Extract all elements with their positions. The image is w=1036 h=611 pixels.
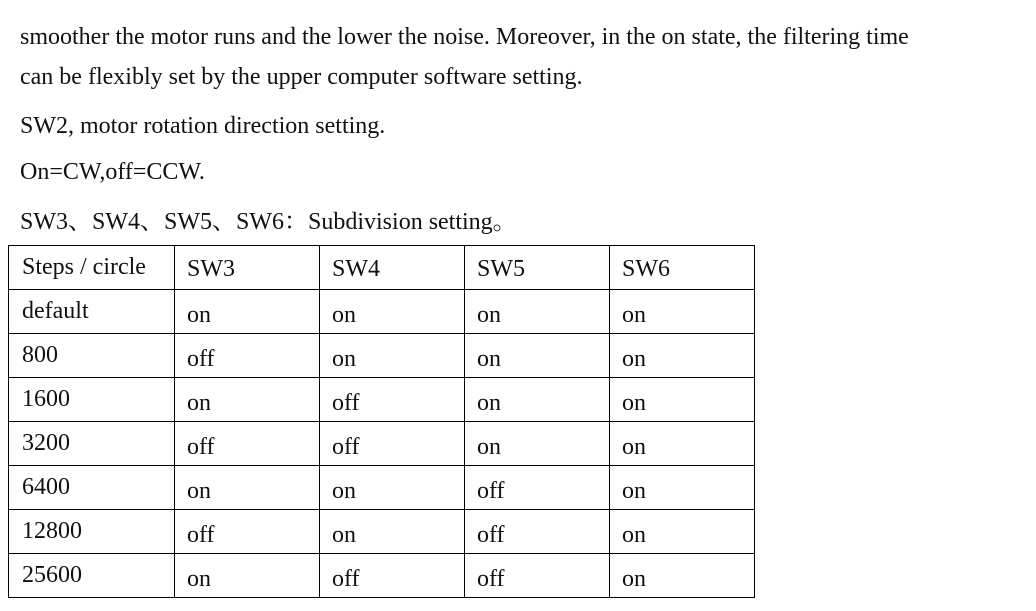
header-sw5-label: SW5	[477, 256, 525, 282]
sw6-value: on	[622, 478, 646, 504]
paragraph-direction: On=CW,off=CCW.	[20, 159, 205, 185]
table-row	[9, 334, 755, 378]
sw3-cell	[175, 554, 320, 598]
paragraph-line-software: can be flexibly set by the upper computer software setting.	[20, 64, 583, 90]
sw3-value: on	[187, 566, 211, 592]
sw4-cell	[320, 290, 465, 334]
header-sw5	[465, 246, 610, 290]
table-row	[9, 510, 755, 554]
sw3-cell	[175, 378, 320, 422]
sw4-value: off	[332, 434, 360, 460]
header-sw6	[610, 246, 755, 290]
sw6-cell	[610, 554, 755, 598]
sw5-cell	[465, 510, 610, 554]
sw6-cell	[610, 422, 755, 466]
header-sw4	[320, 246, 465, 290]
table-header-row	[9, 246, 755, 290]
sw5-value: on	[477, 346, 501, 372]
steps-cell: 12800	[9, 510, 175, 554]
sw4-value: off	[332, 390, 360, 416]
paragraph-sw2-heading: SW2, motor rotation direction setting.	[20, 113, 386, 139]
table-row	[9, 422, 755, 466]
sw3-cell	[175, 290, 320, 334]
sw4-cell	[320, 466, 465, 510]
sw6-cell	[610, 290, 755, 334]
sw5-cell	[465, 290, 610, 334]
sw6-value: on	[622, 566, 646, 592]
header-steps-per-circle: Steps / circle	[9, 246, 175, 290]
sw4-value: on	[332, 302, 356, 328]
sw5-value: on	[477, 390, 501, 416]
sw6-cell	[610, 378, 755, 422]
sw6-value: on	[622, 522, 646, 548]
sw3-value: on	[187, 478, 211, 504]
header-sw4-label: SW4	[332, 256, 380, 282]
table-row	[9, 290, 755, 334]
sw4-cell	[320, 334, 465, 378]
sw6-value: on	[622, 390, 646, 416]
sw3-value: on	[187, 302, 211, 328]
sw5-value: on	[477, 434, 501, 460]
sw4-value: off	[332, 566, 360, 592]
paragraph-subdivision-heading: SW3、SW4、SW5、SW6：Subdivision setting。	[20, 209, 517, 235]
sw4-cell	[320, 378, 465, 422]
sw6-cell	[610, 334, 755, 378]
header-sw3-label: SW3	[187, 256, 235, 282]
sw4-cell	[320, 422, 465, 466]
sw5-cell	[465, 554, 610, 598]
steps-cell: 1600	[9, 378, 175, 422]
sw5-cell	[465, 334, 610, 378]
sw3-cell	[175, 334, 320, 378]
sw4-value: on	[332, 522, 356, 548]
sw4-cell	[320, 554, 465, 598]
sw5-cell	[465, 378, 610, 422]
sw6-cell	[610, 466, 755, 510]
sw3-value: off	[187, 522, 215, 548]
sw6-cell	[610, 510, 755, 554]
steps-cell: 800	[9, 334, 175, 378]
sw3-cell	[175, 510, 320, 554]
sw3-value: on	[187, 390, 211, 416]
sw5-cell	[465, 422, 610, 466]
table-row	[9, 554, 755, 598]
sw3-value: off	[187, 346, 215, 372]
header-sw6-label: SW6	[622, 256, 670, 282]
steps-cell: 6400	[9, 466, 175, 510]
table-row	[9, 378, 755, 422]
sw4-value: on	[332, 478, 356, 504]
sw6-value: on	[622, 346, 646, 372]
steps-cell: 3200	[9, 422, 175, 466]
sw5-cell	[465, 466, 610, 510]
sw5-value: off	[477, 522, 505, 548]
sw6-value: on	[622, 302, 646, 328]
sw5-value: off	[477, 566, 505, 592]
sw5-value: on	[477, 302, 501, 328]
steps-cell: 25600	[9, 554, 175, 598]
table-row	[9, 466, 755, 510]
sw5-value: off	[477, 478, 505, 504]
header-sw3	[175, 246, 320, 290]
sw3-cell	[175, 422, 320, 466]
paragraph-line-filtering: smoother the motor runs and the lower the noise. Moreover, in the on state, the filtering time	[20, 24, 909, 50]
sw3-cell	[175, 466, 320, 510]
steps-cell: default	[9, 290, 175, 334]
sw3-value: off	[187, 434, 215, 460]
sw4-value: on	[332, 346, 356, 372]
subdivision-table	[8, 245, 755, 598]
sw6-value: on	[622, 434, 646, 460]
sw4-cell	[320, 510, 465, 554]
